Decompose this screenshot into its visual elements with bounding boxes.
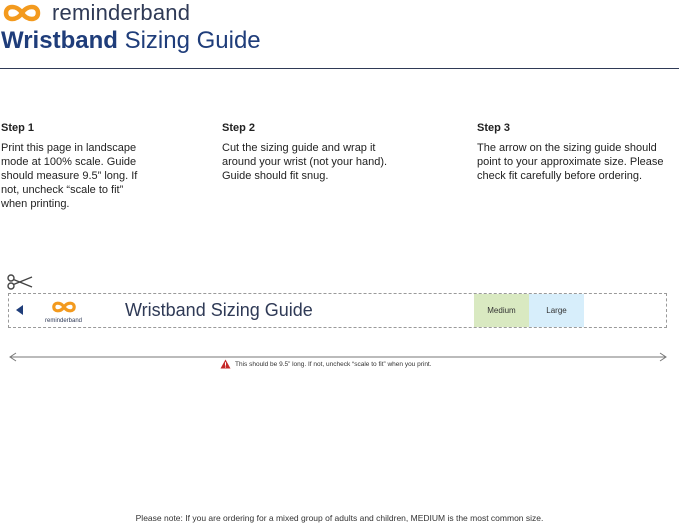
step-1-text: Print this page in landscape mode at 100% scale. Guide should measure 9.5” long. If not, uncheck “scale to fit” when printing.: [1, 142, 138, 210]
infinity-logo-icon: [0, 2, 44, 24]
step-2-text: Cut the sizing guide and wrap it around your wrist (not your hand). Guide should fit snug.: [222, 142, 388, 182]
measurement-warning: [220, 359, 432, 369]
infinity-logo-icon: [50, 300, 78, 314]
page-title: [1, 27, 261, 55]
step-2-heading: Step 2: [222, 122, 256, 134]
size-medium: Medium: [474, 294, 529, 327]
step-3-text: The arrow on the sizing guide should point to your approximate size. Please check fit carefully before ordering.: [477, 142, 664, 182]
step-3: [477, 121, 667, 183]
left-arrow-icon: [16, 305, 23, 315]
page-title-bold: Wristband: [1, 27, 118, 54]
brand-name: reminderband: [52, 0, 191, 25]
step-3-heading: Step 3: [477, 122, 511, 134]
step-2: [222, 121, 412, 183]
header-divider: [0, 68, 679, 69]
wristband-strip: [8, 293, 667, 328]
band-logo-text: reminderband: [45, 318, 83, 324]
warning-text: This should be 9.5” long. If not, uncheck “scale to fit” when you print.: [235, 360, 432, 368]
brand-logo: [0, 0, 190, 26]
size-large: Large: [529, 294, 584, 327]
page-title-rest: Sizing Guide: [117, 27, 261, 54]
band-logo: [45, 300, 82, 324]
band-title: Wristband Sizing Guide: [125, 300, 313, 320]
step-1-heading: Step 1: [1, 122, 35, 134]
step-1: [1, 121, 191, 211]
footer-note: Please note: If you are ordering for a mixed group of adults and children, MEDIUM is the most common size.: [135, 513, 544, 523]
warning-icon: [220, 359, 231, 369]
